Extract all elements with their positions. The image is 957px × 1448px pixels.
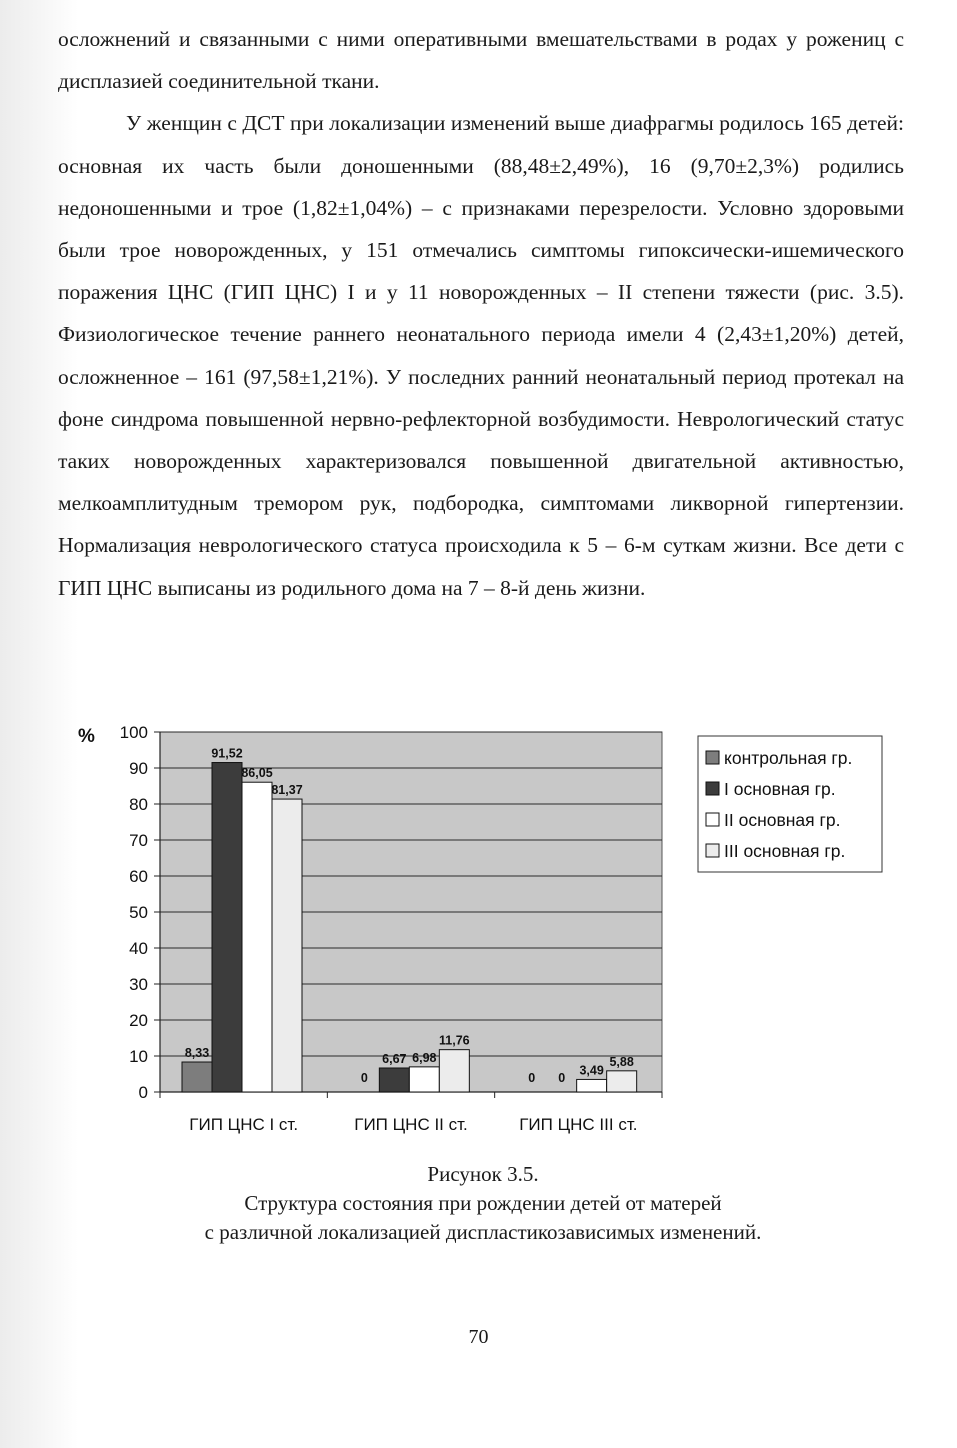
figure-label: Рисунок 3.5.: [427, 1162, 539, 1186]
figure-chart: [70, 712, 900, 1152]
bar-0-1: [212, 763, 242, 1092]
bar-2-2: [577, 1079, 607, 1092]
data-label-0-0: 8,33: [184, 1046, 210, 1061]
data-label-0-3: 81,37: [271, 783, 303, 798]
bar-1-3: [439, 1050, 469, 1092]
bar-chart: [70, 712, 900, 1152]
y-tick-label-30: 30: [129, 975, 148, 994]
data-label-1-0: 0: [360, 1071, 368, 1085]
data-label-2-0: 0: [528, 1071, 536, 1085]
y-axis-label: %: [78, 726, 95, 747]
data-label-0-2: 86,05: [241, 766, 273, 781]
paragraph-main: У женщин с ДСТ при локализации изменений выше диафрагмы родилось 165 детей: основная их часть были доношенными (88,48±2,49%), 16 (9,70±2,3%) родились недоношенными и трое (1,82±1,04%) – с признаками перезрелости. Условно здоровыми были трое новорожденных, у 151 отмечались симптомы гипоксически-ишемического поражения ЦНС (ГИП ЦНС) I и у 11 новорожденных – II степени тяжести (рис. 3.5). Физиологическое течение раннего неонатального периода имели 4 (2,43±1,20%) детей, осложненное – 161 (97,58±1,21%). У последних ранний неонатальный период протекал на фоне синдрома повышенной нервно-рефлекторной возбудимости. Неврологический статус таких новорожденных характеризовался повышенной двигательной активностью, мелкоамплитудным тремором рук, подбородка, симптомами ликворной гипертензии. Нормализация неврологического статуса происходила к 5 – 6-м суткам жизни. Все дети с ГИП ЦНС выписаны из родильного дома на 7 – 8-й день жизни.: [58, 111, 904, 600]
legend-entry-0: контрольная гр.: [724, 748, 853, 768]
data-label-1-3: 11,76: [439, 1033, 470, 1048]
data-label-1-2: 6,98: [412, 1050, 437, 1065]
data-label-2-2: 3,49: [579, 1063, 604, 1078]
y-tick-label-50: 50: [129, 903, 148, 922]
y-tick-label-20: 20: [129, 1011, 148, 1030]
y-tick-label-100: 100: [119, 723, 148, 742]
legend-swatch-0: [706, 751, 719, 764]
bar-1-1: [379, 1068, 409, 1092]
bar-1-2: [409, 1067, 439, 1092]
legend-swatch-3: [706, 844, 719, 857]
caption-line-1: Структура состояния при рождении детей от матерей: [244, 1191, 722, 1215]
data-label-2-1: 0: [558, 1071, 566, 1085]
figure-caption: [60, 1160, 906, 1247]
data-label-1-1: 6,67: [382, 1051, 407, 1066]
legend-swatch-1: [706, 782, 719, 795]
caption-line-2: с различной локализацией диспластикозависимых изменений.: [204, 1220, 762, 1244]
bar-2-3: [607, 1071, 637, 1092]
bar-0-2: [242, 782, 272, 1092]
y-tick-label-80: 80: [129, 795, 148, 814]
y-tick-label-40: 40: [129, 939, 148, 958]
legend-entry-2: II основная гр.: [724, 810, 841, 830]
data-label-2-3: 5,88: [609, 1054, 634, 1069]
page-number: 70: [468, 1326, 489, 1348]
x-tick-label-2: ГИП ЦНС III ст.: [519, 1115, 638, 1134]
y-tick-label-0: 0: [138, 1083, 148, 1102]
paragraph-continuation: осложнений и связанными с ними оперативными вмешательствами в родах у рожениц с дисплазией соединительной ткани.: [58, 27, 904, 94]
legend-entry-3: III основная гр.: [724, 841, 846, 861]
bar-0-0: [182, 1062, 212, 1092]
data-label-0-1: 91,52: [211, 746, 243, 761]
x-tick-label-0: ГИП ЦНС I ст.: [189, 1115, 299, 1134]
legend-entry-1: I основная гр.: [724, 779, 836, 799]
x-tick-label-1: ГИП ЦНС II ст.: [354, 1115, 468, 1134]
bar-0-3: [272, 799, 302, 1092]
y-tick-label-70: 70: [129, 831, 148, 850]
legend-swatch-2: [706, 813, 719, 826]
y-tick-label-90: 90: [129, 759, 148, 778]
y-tick-label-10: 10: [129, 1047, 148, 1066]
body-text: [58, 18, 904, 609]
y-tick-label-60: 60: [129, 867, 148, 886]
